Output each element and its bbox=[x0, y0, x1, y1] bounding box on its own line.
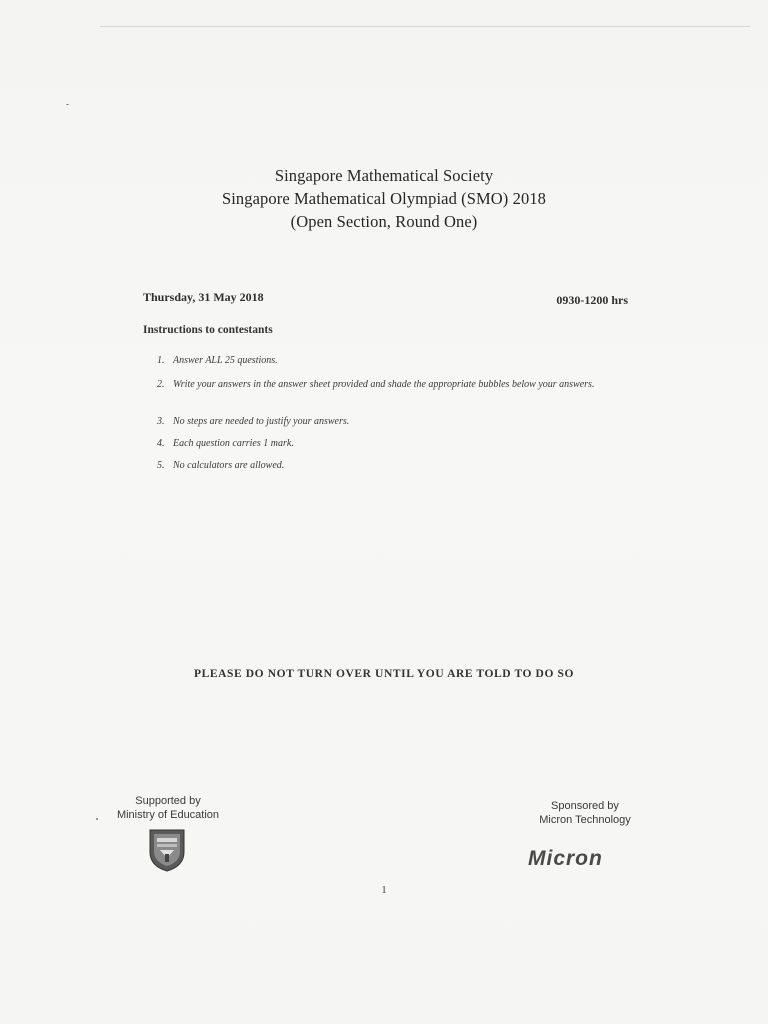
micron-logo-icon bbox=[524, 844, 648, 870]
page-number: 1 bbox=[381, 884, 387, 896]
sponsor-name: Micron Technology bbox=[539, 814, 631, 826]
supporter-name: Ministry of Education bbox=[116, 809, 220, 821]
instruction-text: Write your answers in the answer sheet provided and shade the appropriate bubbles below your answers. bbox=[173, 379, 595, 390]
ministry-crest-icon bbox=[148, 828, 186, 872]
instruction-text: Each question carries 1 mark. bbox=[173, 438, 294, 449]
instruction-item bbox=[157, 355, 637, 367]
instruction-text: No calculators are allowed. bbox=[173, 460, 285, 471]
instruction-item bbox=[157, 460, 637, 472]
title-block bbox=[0, 164, 768, 233]
sponsored-by-label: Sponsored by bbox=[551, 800, 619, 812]
micron-logo-text: Micron bbox=[528, 847, 603, 870]
scan-edge-line bbox=[100, 26, 750, 27]
instruction-item bbox=[157, 438, 637, 450]
section-title: (Open Section, Round One) bbox=[290, 212, 478, 231]
scan-speck bbox=[66, 104, 69, 105]
instruction-item bbox=[157, 379, 637, 391]
instructions-heading: Instructions to contestants bbox=[143, 324, 273, 336]
instruction-number: 1. bbox=[157, 355, 165, 366]
instruction-number: 4. bbox=[157, 438, 165, 449]
instruction-item bbox=[157, 416, 637, 428]
exam-time: 0930-1200 hrs bbox=[556, 293, 628, 307]
scan-speck bbox=[96, 818, 98, 820]
society-title: Singapore Mathematical Society bbox=[274, 166, 494, 185]
supported-by-label: Supported by bbox=[135, 795, 201, 807]
instruction-number: 5. bbox=[157, 460, 165, 471]
instruction-number: 2. bbox=[157, 379, 165, 390]
do-not-turn-warning: PLEASE DO NOT TURN OVER UNTIL YOU ARE TOLD TO DO SO bbox=[193, 668, 575, 680]
sponsor-block bbox=[520, 799, 650, 827]
supporter-block bbox=[98, 794, 238, 822]
instruction-number: 3. bbox=[157, 416, 165, 427]
exam-date: Thursday, 31 May 2018 bbox=[143, 290, 264, 304]
olympiad-title: Singapore Mathematical Olympiad (SMO) 2018 bbox=[221, 189, 547, 208]
instruction-text: Answer ALL 25 questions. bbox=[173, 355, 278, 366]
instruction-text: No steps are needed to justify your answers. bbox=[173, 416, 350, 427]
